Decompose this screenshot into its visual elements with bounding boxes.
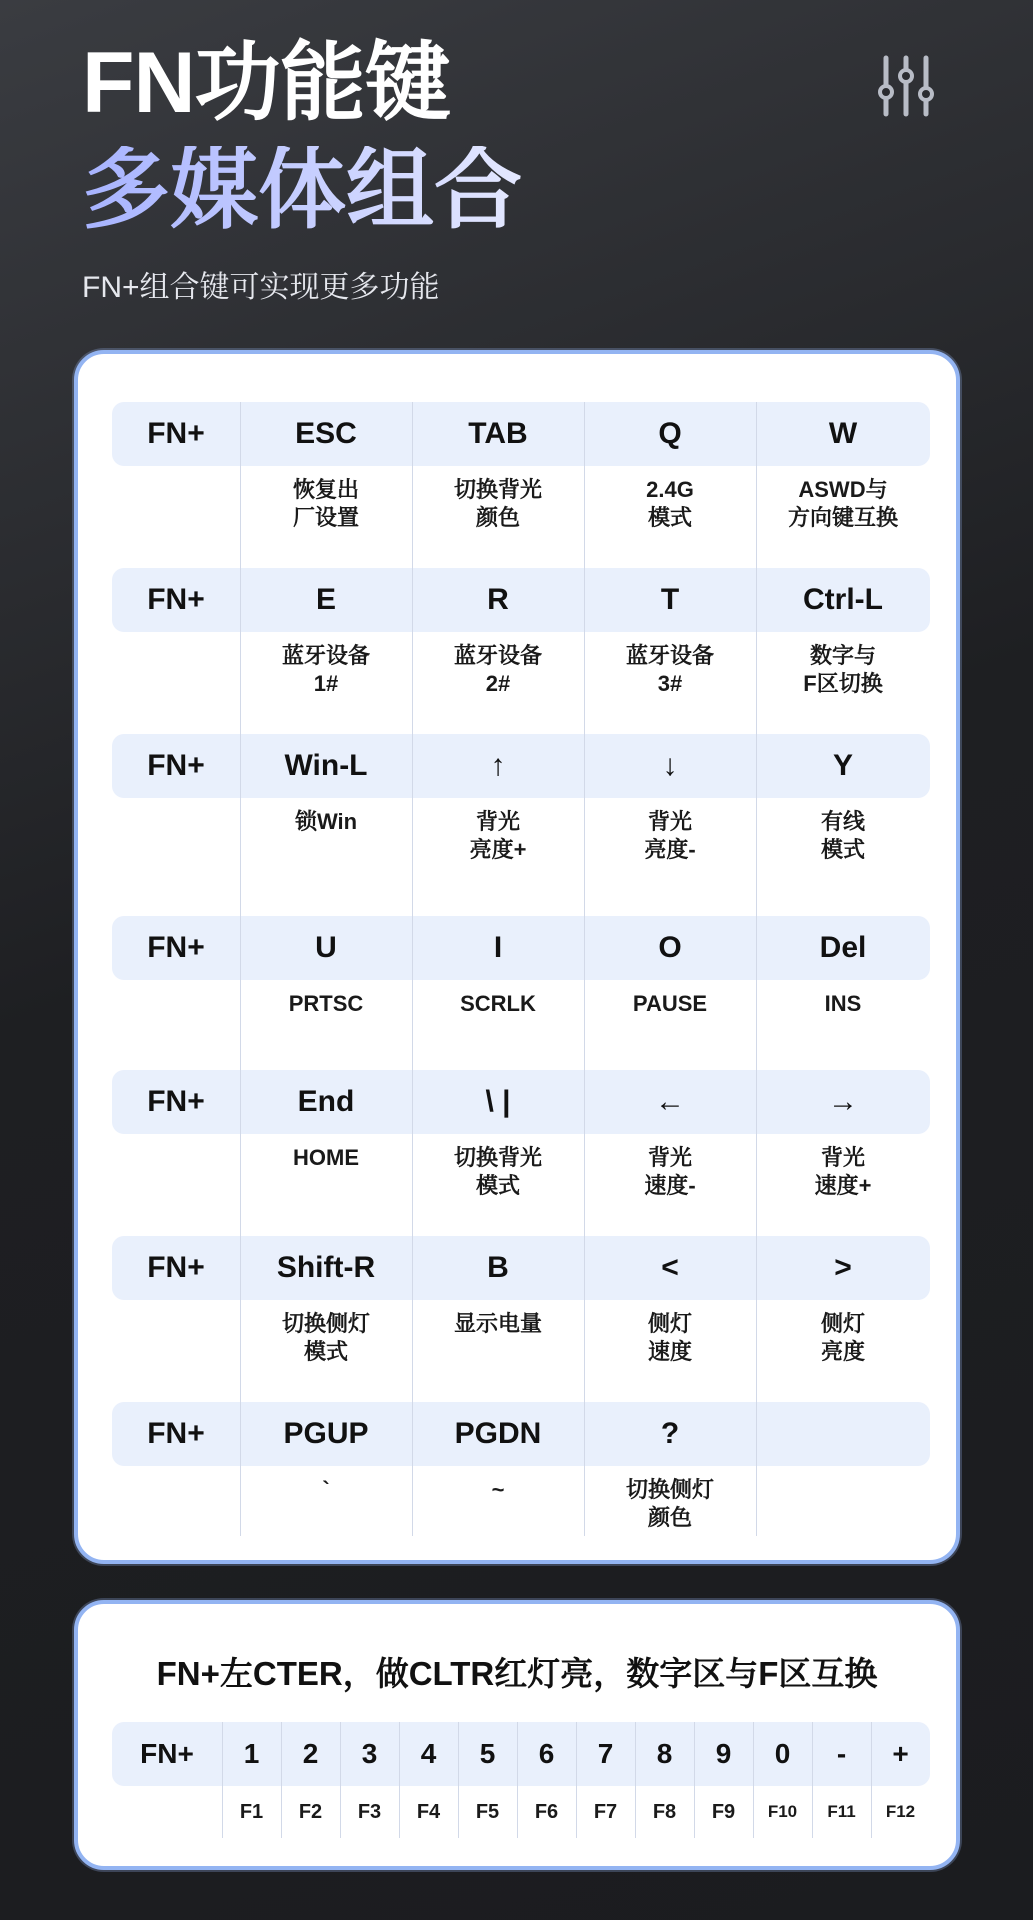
shortcut-group <box>112 568 930 734</box>
column-divider <box>584 402 585 1536</box>
key-function: INS <box>824 991 862 1016</box>
number-key: + <box>892 1738 909 1769</box>
fn-label: FN+ <box>140 1738 194 1769</box>
function-key: F2 <box>298 1800 323 1823</box>
column-divider <box>756 402 757 1536</box>
key-label: T <box>660 583 680 616</box>
number-key: - <box>836 1738 847 1769</box>
function-key: F7 <box>593 1800 618 1823</box>
number-key: 3 <box>361 1738 378 1769</box>
key-function: 背光 亮度- <box>644 809 696 862</box>
key-function: 蓝牙设备 3# <box>625 643 714 696</box>
key-function: 背光 亮度+ <box>469 809 527 862</box>
key-label: > <box>834 1251 852 1284</box>
key-label: → <box>828 1085 858 1118</box>
key-label: < <box>661 1251 679 1284</box>
key-label: ? <box>660 1417 680 1450</box>
sliders-icon <box>874 54 938 118</box>
key-label: TAB <box>468 417 528 450</box>
key-label <box>756 1402 930 1466</box>
function-key: F8 <box>652 1800 677 1823</box>
key-function <box>112 466 240 568</box>
key-function: ` <box>322 1477 330 1502</box>
column-divider <box>458 1722 459 1838</box>
column-divider <box>281 1722 282 1838</box>
key-function: ASWD与 方向键互换 <box>787 477 898 530</box>
key-function <box>112 980 240 1070</box>
fn-row-card <box>74 1600 960 1870</box>
page-subtitle: FN+组合键可实现更多功能 <box>82 271 440 304</box>
key-function: 恢复出 厂设置 <box>292 477 359 530</box>
key-label: E <box>315 583 336 616</box>
key-label: ↑ <box>490 749 506 782</box>
column-divider <box>399 1722 400 1838</box>
function-key: F1 <box>239 1800 264 1823</box>
key-function <box>112 1466 240 1546</box>
key-row <box>112 916 930 980</box>
page-title-secondary: 多媒体组合 <box>82 140 523 239</box>
key-function: 有线 模式 <box>820 809 865 862</box>
shortcut-group <box>112 1236 930 1402</box>
key-label: Shift-R <box>276 1251 376 1284</box>
function-key: F5 <box>475 1800 500 1823</box>
column-divider <box>871 1722 872 1838</box>
key-function: 数字与 F区切换 <box>803 643 883 696</box>
key-row <box>112 1070 930 1134</box>
column-divider <box>694 1722 695 1838</box>
key-function: 2.4G 模式 <box>646 477 694 530</box>
desc-row <box>112 1466 930 1546</box>
key-label: Ctrl-L <box>803 583 883 616</box>
function-key: F9 <box>711 1800 736 1823</box>
key-function <box>112 632 240 734</box>
shortcut-table <box>112 402 930 1546</box>
page-title: FN功能键 <box>82 35 450 131</box>
key-function: 切换背光 颜色 <box>453 477 542 530</box>
key-row <box>112 734 930 798</box>
desc-row <box>112 1300 930 1402</box>
key-function: PRTSC <box>288 991 364 1016</box>
desc-row <box>112 980 930 1070</box>
key-label: W <box>828 417 858 450</box>
key-label: R <box>487 583 509 616</box>
number-key: 7 <box>597 1738 614 1769</box>
fn-label: FN+ <box>147 583 205 616</box>
key-function: 锁Win <box>294 809 358 834</box>
function-key: F4 <box>416 1800 441 1823</box>
key-label: U <box>315 931 337 964</box>
fn-row-title: FN+左CTER，做CLTR红灯亮，数字区与F区互换 <box>156 1655 878 1692</box>
key-row <box>112 568 930 632</box>
desc-row <box>112 632 930 734</box>
key-function: HOME <box>293 1145 359 1170</box>
shortcut-group <box>112 916 930 1070</box>
key-function <box>112 1300 240 1402</box>
number-key: 2 <box>302 1738 319 1769</box>
key-label: PGUP <box>283 1417 369 1450</box>
fn-label: FN+ <box>147 1251 205 1284</box>
number-key: 1 <box>243 1738 260 1769</box>
key-function: 侧灯 速度 <box>647 1311 692 1364</box>
fn-row-keys <box>112 1722 930 1786</box>
column-divider <box>635 1722 636 1838</box>
key-function <box>112 798 240 916</box>
key-label: PGDN <box>454 1417 542 1450</box>
key-label: ↓ <box>662 749 678 782</box>
key-function: 显示电量 <box>453 1311 542 1336</box>
fn-label: FN+ <box>147 749 205 782</box>
key-function <box>756 1466 930 1546</box>
shortcut-group <box>112 1070 930 1236</box>
key-label: I <box>493 931 503 964</box>
key-function <box>112 1134 240 1236</box>
column-divider <box>812 1722 813 1838</box>
key-row <box>112 1402 930 1466</box>
column-divider <box>576 1722 577 1838</box>
key-function: PAUSE <box>632 991 708 1016</box>
key-label: \ | <box>485 1085 511 1118</box>
key-row <box>112 1236 930 1300</box>
key-function: 背光 速度- <box>644 1145 696 1198</box>
number-key: 4 <box>420 1738 437 1769</box>
key-function: 背光 速度+ <box>814 1145 872 1198</box>
function-key: F6 <box>534 1800 559 1823</box>
key-label: End <box>297 1085 355 1118</box>
function-key: F11 <box>827 1802 856 1821</box>
key-function: 切换侧灯 模式 <box>281 1311 370 1364</box>
column-divider <box>517 1722 518 1838</box>
key-function: 蓝牙设备 1# <box>281 643 370 696</box>
column-divider <box>222 1722 223 1838</box>
desc-row <box>112 798 930 916</box>
shortcut-group <box>112 734 930 916</box>
number-key: 0 <box>774 1738 791 1769</box>
key-label: Win-L <box>284 749 368 782</box>
function-key: F10 <box>767 1802 798 1821</box>
key-label: Y <box>832 749 853 782</box>
key-label: ← <box>655 1085 685 1118</box>
key-label: B <box>487 1251 509 1284</box>
key-function: 蓝牙设备 2# <box>453 643 542 696</box>
number-key: 6 <box>538 1738 555 1769</box>
key-function: ~ <box>491 1477 505 1502</box>
key-function: SCRLK <box>460 991 536 1016</box>
fn-label: FN+ <box>147 1417 205 1450</box>
number-key: 8 <box>656 1738 673 1769</box>
function-key: F12 <box>885 1802 916 1821</box>
key-function: 切换背光 模式 <box>453 1145 542 1198</box>
number-key: 9 <box>715 1738 732 1769</box>
key-row <box>112 402 930 466</box>
desc-row <box>112 466 930 568</box>
number-key: 5 <box>479 1738 496 1769</box>
key-function: 侧灯 亮度 <box>820 1311 865 1364</box>
fn-row-functions <box>112 1786 930 1838</box>
fn-spacer <box>112 1786 222 1838</box>
key-label: Del <box>819 931 867 964</box>
fn-label: FN+ <box>147 1085 205 1118</box>
column-divider <box>412 402 413 1536</box>
column-divider <box>240 402 241 1536</box>
function-key: F3 <box>357 1800 382 1823</box>
key-label: Q <box>658 417 682 450</box>
shortcut-group <box>112 1402 930 1546</box>
shortcut-group <box>112 402 930 568</box>
key-function: 切换侧灯 颜色 <box>625 1477 714 1530</box>
column-divider <box>753 1722 754 1838</box>
column-divider <box>340 1722 341 1838</box>
shortcut-table-card <box>74 350 960 1564</box>
key-label: ESC <box>295 417 357 450</box>
fn-label: FN+ <box>147 417 205 450</box>
fn-label: FN+ <box>147 931 205 964</box>
key-label: O <box>658 931 682 964</box>
desc-row <box>112 1134 930 1236</box>
